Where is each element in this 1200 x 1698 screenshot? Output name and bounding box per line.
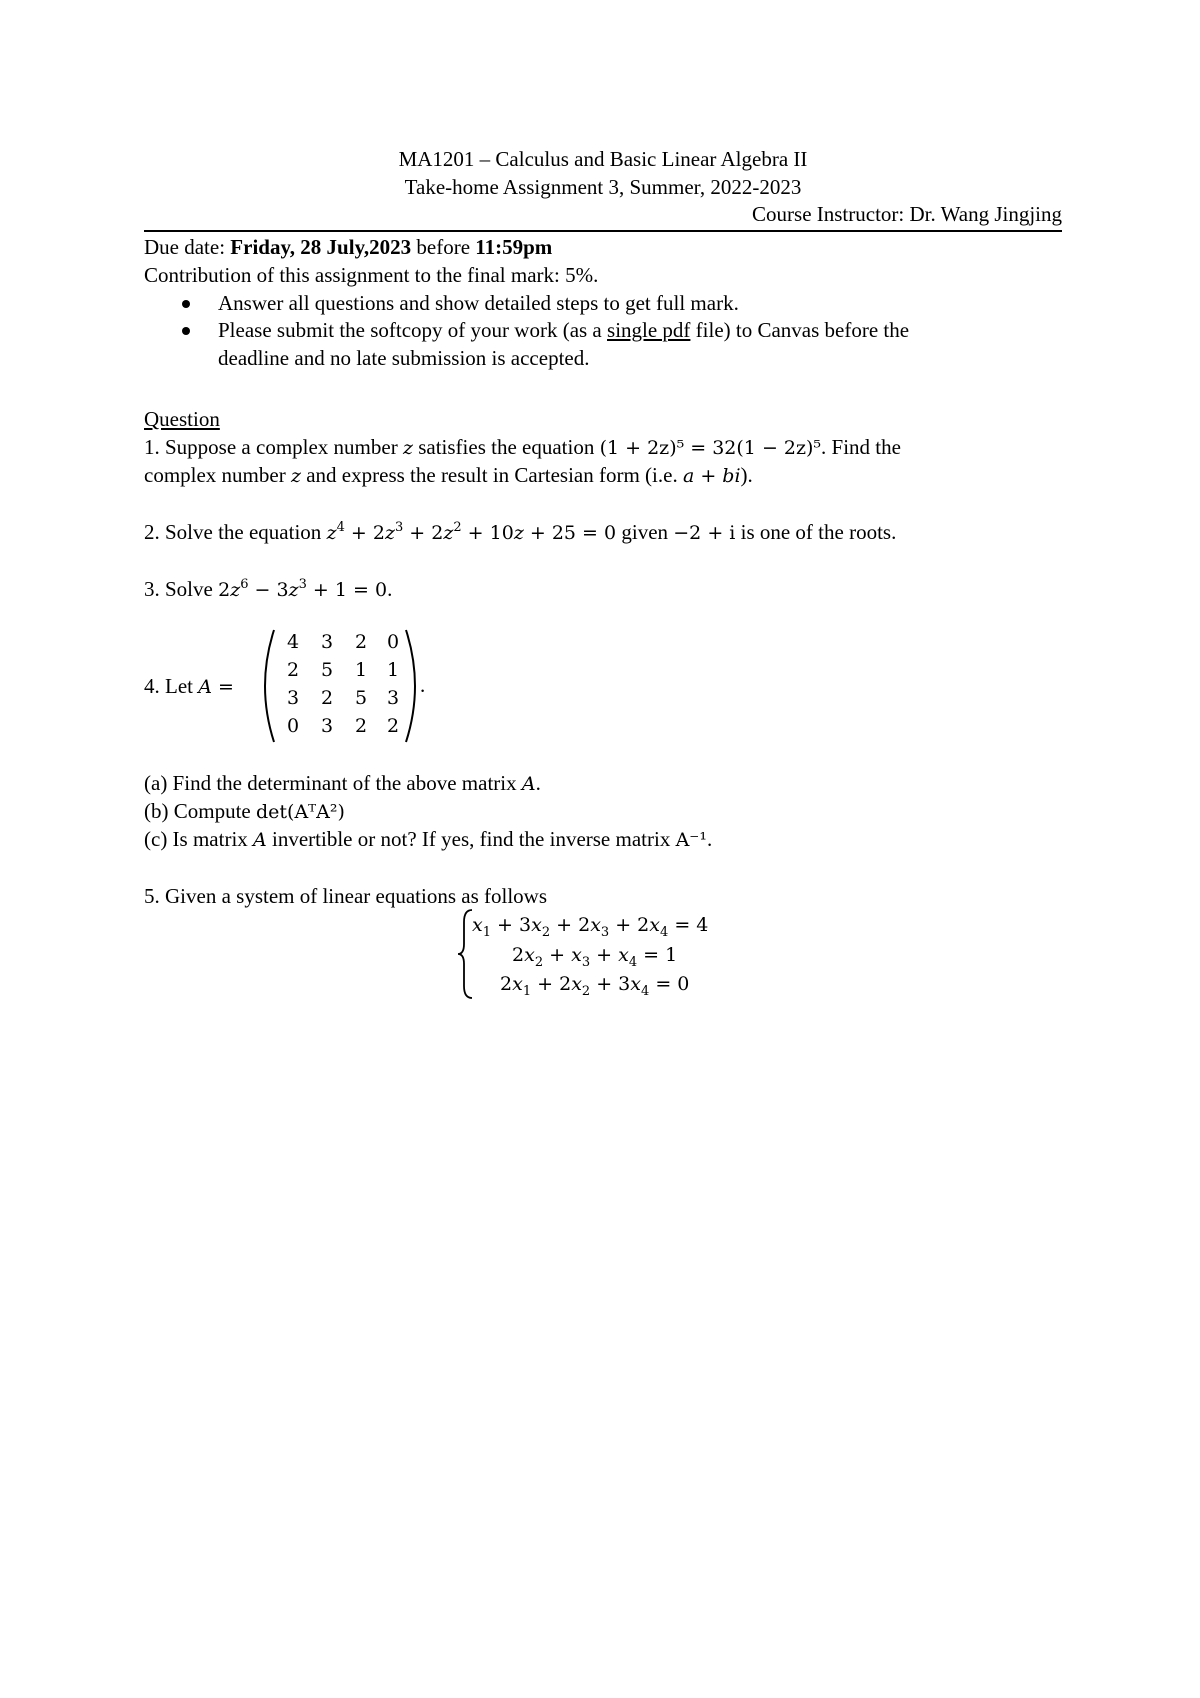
matrix-cell: 0: [386, 631, 400, 653]
question-4-label: 4. Let A =: [144, 674, 234, 698]
instruction-bullet-1: Answer all questions and show detailed steps to get full mark.: [218, 291, 739, 315]
matrix-cell: 3: [320, 715, 334, 737]
matrix-cell: 5: [354, 687, 368, 709]
due-time: 11:59pm: [475, 235, 553, 259]
question-5: 5. Given a system of linear equations as follows: [144, 884, 547, 908]
due-date-line: Due date: Friday, 28 July,2023 before 11:59pm: [144, 235, 553, 259]
matrix-cell: 0: [286, 715, 300, 737]
instruction-bullet-2-cont: deadline and no late submission is accepted.: [218, 346, 590, 370]
assignment-title: Take-home Assignment 3, Summer, 2022-2023: [404, 175, 802, 199]
instruction-bullet-2: Please submit the softcopy of your work (as a single pdf file) to Canvas before the: [218, 318, 910, 342]
q2-root: −2 + i: [673, 522, 736, 544]
contribution-line: Contribution of this assignment to the final mark: 5%.: [144, 263, 599, 287]
matrix-cell: 2: [386, 715, 400, 737]
question-4c: (c) Is matrix A invertible or not? If yes, find the inverse matrix A⁻¹.: [144, 827, 713, 851]
matrix-cell: 2: [320, 687, 334, 709]
bullet-icon: [182, 300, 190, 308]
matrix-cell: 1: [386, 659, 400, 681]
question-heading: Question: [144, 407, 220, 431]
q4b-expression: det(AᵀA²): [255, 801, 345, 823]
equation-2: $2x_2 + x_3 + x_4 = 1$: [512, 944, 678, 970]
q2-polynomial: $z^4 + 2z^3 + 2z^2 + 10z + 25 = 0$: [326, 520, 617, 544]
matrix-cell: 3: [320, 631, 334, 653]
question-4a: (a) Find the determinant of the above matrix A.: [144, 771, 541, 795]
matrix-a: [260, 626, 420, 746]
matrix-cell: 2: [286, 659, 300, 681]
equation-1: $x_1 + 3x_2 + 2x_3 + 2x_4 = 4$: [472, 914, 709, 940]
question-4b: (b) Compute det(AᵀA²): [144, 799, 345, 823]
matrix-cell: 4: [286, 631, 300, 653]
matrix-cell: 2: [354, 631, 368, 653]
question-2: 2. Solve the equation $z^4 + 2z^3 + 2z^2 + 10z + 25 = 0$ given −2 + i is one of the roots.: [144, 520, 897, 544]
question-3: 3. Solve $2z^6 - 3z^3 + 1 = 0$.: [144, 577, 393, 601]
header-divider: [144, 230, 1062, 232]
matrix-cell: 3: [286, 687, 300, 709]
q3-equation: $2z^6 - 3z^3 + 1 = 0$: [218, 577, 388, 601]
matrix-cell: 3: [386, 687, 400, 709]
matrix-cell: 5: [320, 659, 334, 681]
bullet-icon: [182, 327, 190, 335]
question-1: 1. Suppose a complex number z satisfies the equation (1 + 2z)⁵ = 32(1 − 2z)⁵. Find the: [144, 435, 901, 459]
matrix-period: .: [420, 673, 426, 697]
q1-equation: (1 + 2z)⁵ = 32(1 − 2z)⁵: [599, 437, 822, 459]
single-pdf-text: single pdf: [607, 318, 691, 342]
instructor-line: Course Instructor: Dr. Wang Jingjing: [752, 202, 1062, 226]
course-title: MA1201 – Calculus and Basic Linear Algebra II: [398, 147, 808, 171]
inverse-matrix: A⁻¹: [675, 829, 707, 851]
matrix-cell: 1: [354, 659, 368, 681]
question-1-cont: complex number z and express the result in Cartesian form (i.e. a + bi).: [144, 463, 753, 487]
equation-3: $2x_1 + 2x_2 + 3x_4 = 0$: [500, 973, 690, 999]
matrix-cell: 2: [354, 715, 368, 737]
due-date: Friday, 28 July,2023: [230, 235, 412, 259]
